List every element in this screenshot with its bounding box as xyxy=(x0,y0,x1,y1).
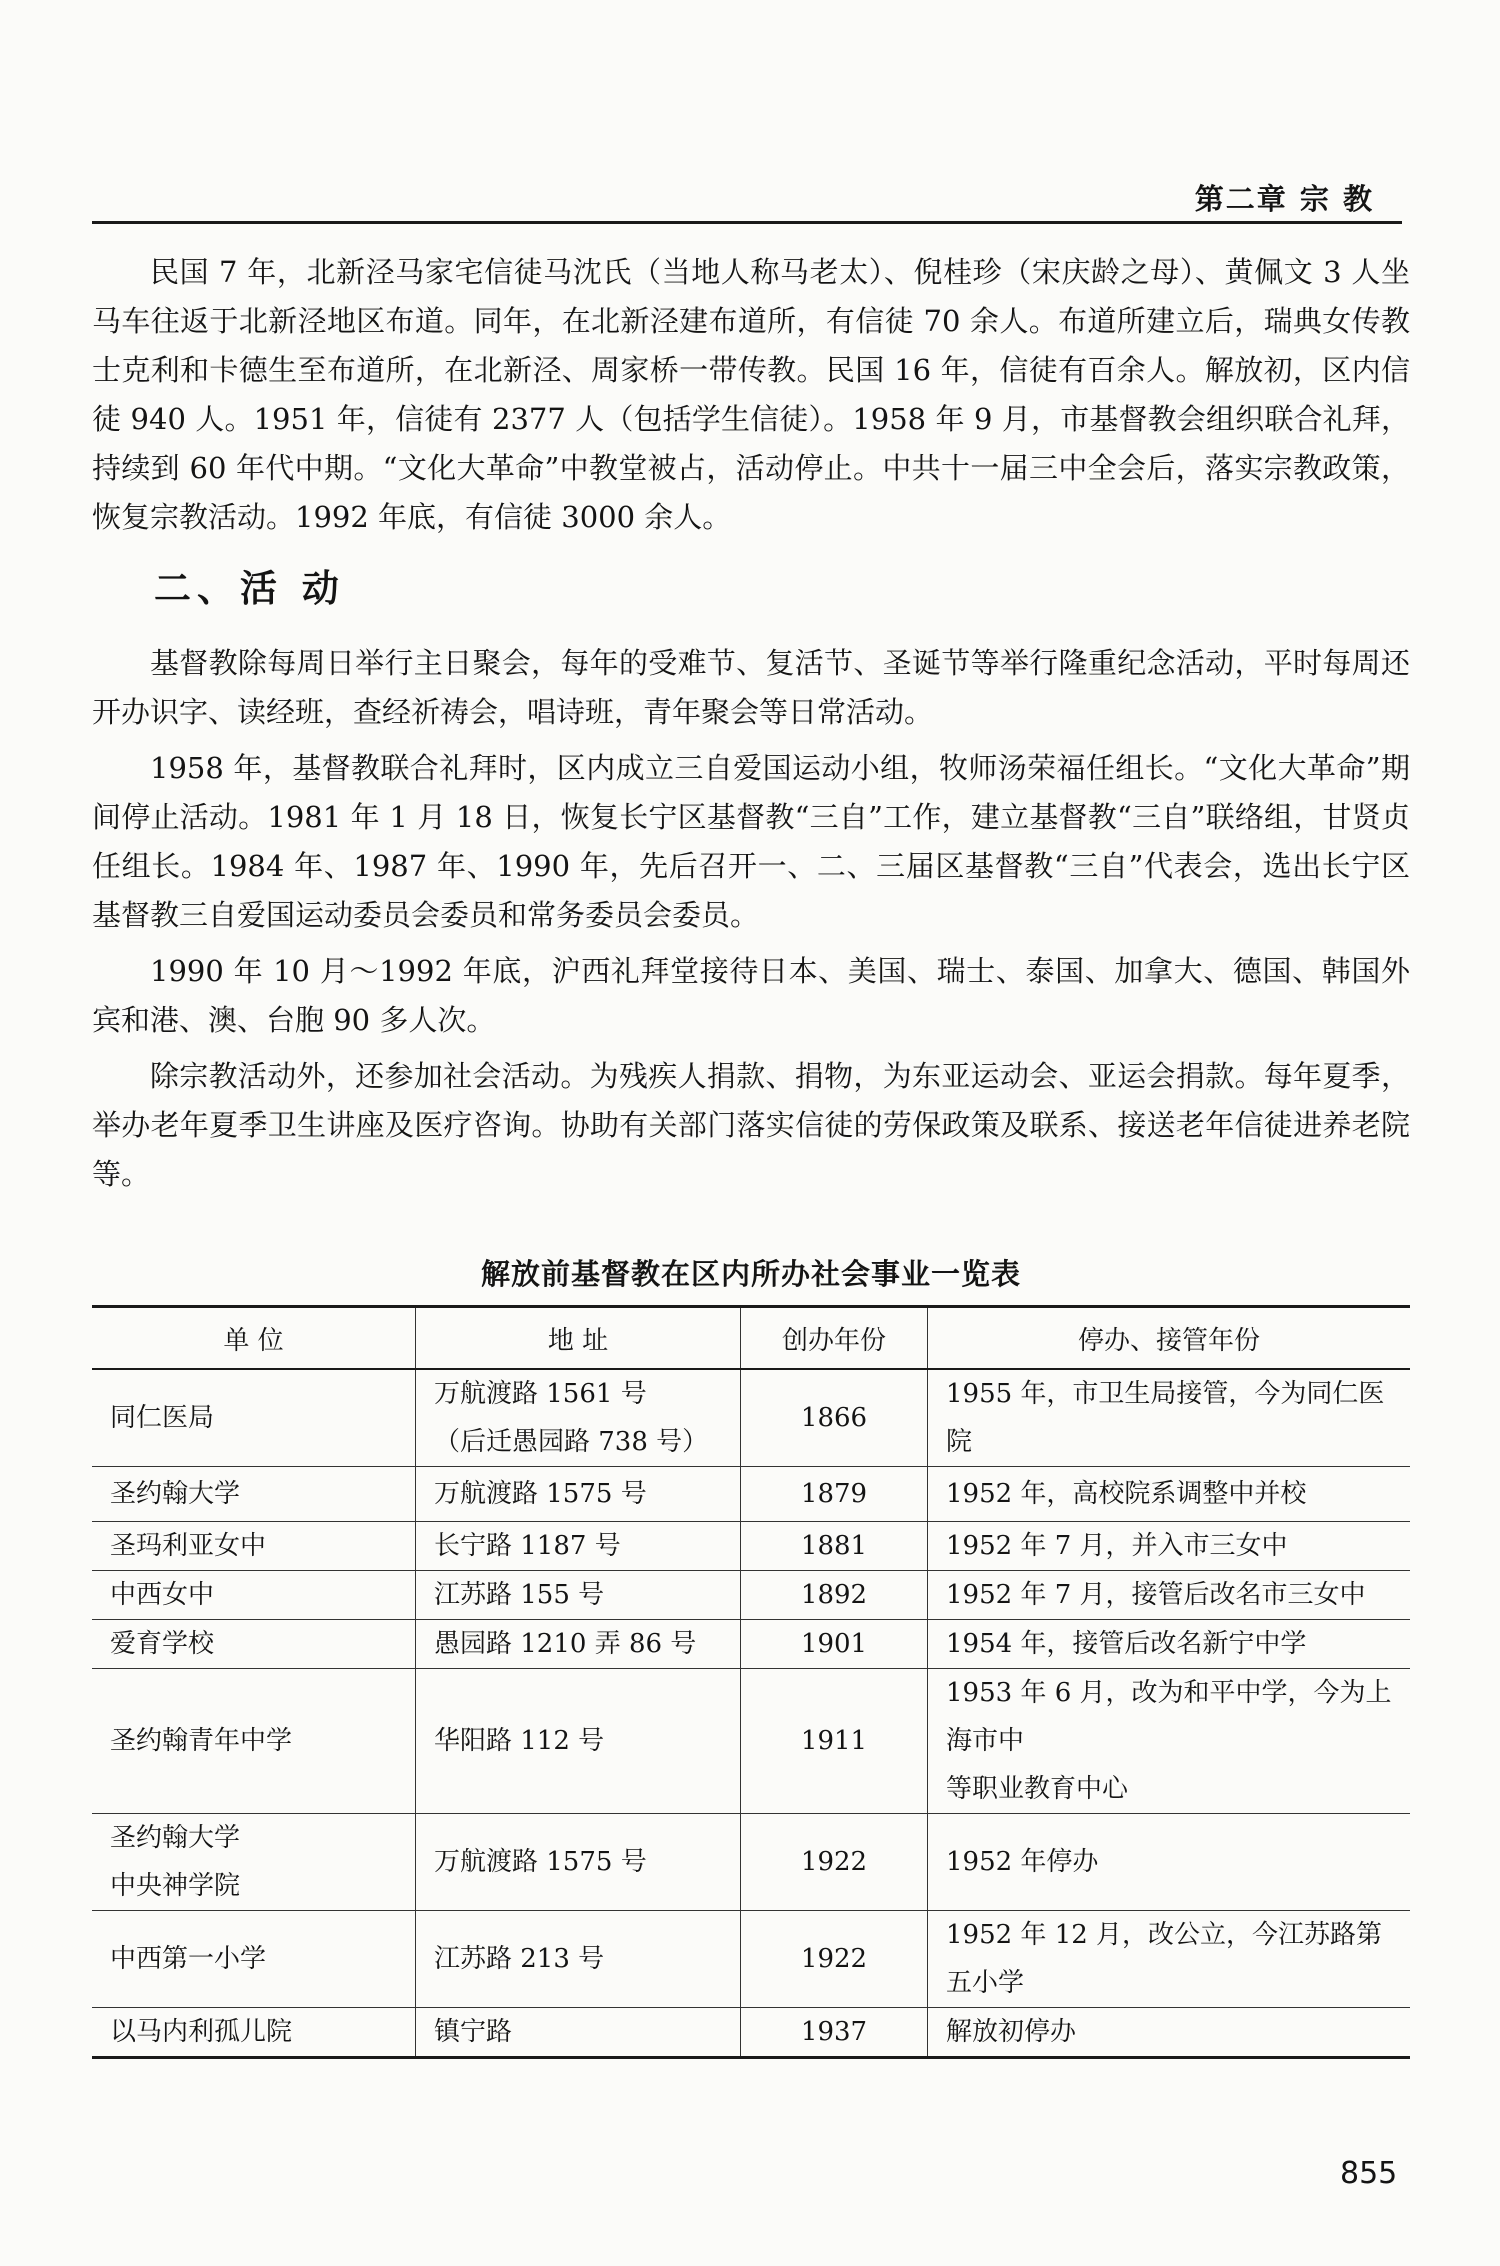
table-header-row xyxy=(92,1307,1410,1370)
address-cell: 万航渡路 1561 号 （后迁愚园路 738 号） xyxy=(416,1369,741,1467)
address-cell: 万航渡路 1575 号 xyxy=(416,1814,741,1911)
address-cell: 镇宁路 xyxy=(416,2008,741,2058)
year-cell: 1937 xyxy=(741,2008,928,2058)
table-title: 解放前基督教在区内所办社会事业一览表 xyxy=(480,1257,1021,1291)
body-text xyxy=(92,248,1410,1206)
table-row xyxy=(92,2008,1410,2058)
status-cell: 1953 年 6 月，改为和平中学，今为上海市中 等职业教育中心 xyxy=(928,1669,1411,1814)
address-cell: 华阳路 112 号 xyxy=(416,1669,741,1814)
unit-cell: 圣约翰青年中学 xyxy=(92,1669,416,1814)
paragraph: 1990 年 10 月～1992 年底，沪西礼拜堂接待日本、美国、瑞士、泰国、加拿大、德国、韩国外宾和港、澳、台胞 90 多人次。 xyxy=(92,954,1410,1037)
unit-cell: 同仁医局 xyxy=(92,1369,416,1467)
address-cell: 长宁路 1187 号 xyxy=(416,1522,741,1571)
table-row xyxy=(92,1911,1410,2008)
column-header-address: 地 址 xyxy=(416,1307,741,1370)
address-cell: 江苏路 155 号 xyxy=(416,1571,741,1620)
status-cell: 1955 年，市卫生局接管，今为同仁医院 xyxy=(928,1369,1411,1467)
year-cell: 1922 xyxy=(741,1911,928,2008)
year-cell: 1866 xyxy=(741,1369,928,1467)
table-row xyxy=(92,1467,1410,1522)
page-number: 855 xyxy=(1340,2156,1398,2191)
unit-cell: 圣玛利亚女中 xyxy=(92,1522,416,1571)
table-row xyxy=(92,1669,1410,1814)
paragraph: 1958 年，基督教联合礼拜时，区内成立三自爱国运动小组，牧师汤荣福任组长。“文化大革命”期间停止活动。1981 年 1 月 18 日，恢复长宁区基督教“三自”工作，建立基督教“三自”联络组，甘贤贞任组长。1984 年、1987 年、1990 年，先后召开一、二、三届区基督教“三自”代表会，选出长宁区基督教三自爱国运动委员会委员和常务委员会委员。 xyxy=(92,751,1410,932)
year-cell: 1879 xyxy=(741,1467,928,1522)
institutions-table xyxy=(92,1305,1410,2059)
unit-cell: 爱育学校 xyxy=(92,1620,416,1669)
paragraph: 除宗教活动外，还参加社会活动。为残疾人捐款、捐物，为东亚运动会、亚运会捐款。每年夏季，举办老年夏季卫生讲座及医疗咨询。协助有关部门落实信徒的劳保政策及联系、接送老年信徒进养老院等。 xyxy=(92,1059,1410,1191)
section-title: 二、活 动 xyxy=(154,567,345,610)
table-row xyxy=(92,1814,1410,1911)
column-header-unit: 单 位 xyxy=(92,1307,416,1370)
table-row xyxy=(92,1369,1410,1467)
column-header-founded: 创办年份 xyxy=(741,1307,928,1370)
year-cell: 1892 xyxy=(741,1571,928,1620)
table-row xyxy=(92,1620,1410,1669)
unit-cell: 中西第一小学 xyxy=(92,1911,416,2008)
status-cell: 1952 年停办 xyxy=(928,1814,1411,1911)
status-cell: 1952 年，高校院系调整中并校 xyxy=(928,1467,1411,1522)
unit-cell: 圣约翰大学 xyxy=(92,1467,416,1522)
running-header xyxy=(92,165,1402,224)
table-row xyxy=(92,1571,1410,1620)
table-row xyxy=(92,1522,1410,1571)
status-cell: 1954 年，接管后改名新宁中学 xyxy=(928,1620,1411,1669)
address-cell: 愚园路 1210 弄 86 号 xyxy=(416,1620,741,1669)
year-cell: 1911 xyxy=(741,1669,928,1814)
unit-cell: 以马内利孤儿院 xyxy=(92,2008,416,2058)
column-header-closed: 停办、接管年份 xyxy=(928,1307,1411,1370)
paragraph: 民国 7 年，北新泾马家宅信徒马沈氏（当地人称马老太）、倪桂珍（宋庆龄之母）、黄佩文 3 人坐马车往返于北新泾地区布道。同年，在北新泾建布道所，有信徒 70 余人。布道所建立后，瑞典女传教士克利和卡德生至布道所，在北新泾、周家桥一带传教。民国 16 年，信徒有百余人。解放初，区内信徒 940 人。1951 年，信徒有 2377 人（包括学生信徒）。1958 年 9 月，市基督教会组织联合礼拜，持续到 60 年代中期。“文化大革命”中教堂被占，活动停止。中共十一届三中全会后，落实宗教政策，恢复宗教活动。1992 年底，有信徒 3000 余人。 xyxy=(92,255,1410,534)
address-cell: 江苏路 213 号 xyxy=(416,1911,741,2008)
status-cell: 1952 年 7 月，并入市三女中 xyxy=(928,1522,1411,1571)
status-cell: 1952 年 7 月，接管后改名市三女中 xyxy=(928,1571,1411,1620)
paragraph: 基督教除每周日举行主日聚会，每年的受难节、复活节、圣诞节等举行隆重纪念活动，平时每周还开办识字、读经班，查经祈祷会，唱诗班，青年聚会等日常活动。 xyxy=(92,646,1410,729)
address-cell: 万航渡路 1575 号 xyxy=(416,1467,741,1522)
status-cell: 解放初停办 xyxy=(928,2008,1411,2058)
unit-cell: 中西女中 xyxy=(92,1571,416,1620)
year-cell: 1922 xyxy=(741,1814,928,1911)
table-body xyxy=(92,1369,1410,2058)
status-cell: 1952 年 12 月，改公立，今江苏路第五小学 xyxy=(928,1911,1411,2008)
year-cell: 1881 xyxy=(741,1522,928,1571)
unit-cell: 圣约翰大学 中央神学院 xyxy=(92,1814,416,1911)
chapter-title: 第二章 宗 教 xyxy=(1194,182,1374,216)
year-cell: 1901 xyxy=(741,1620,928,1669)
